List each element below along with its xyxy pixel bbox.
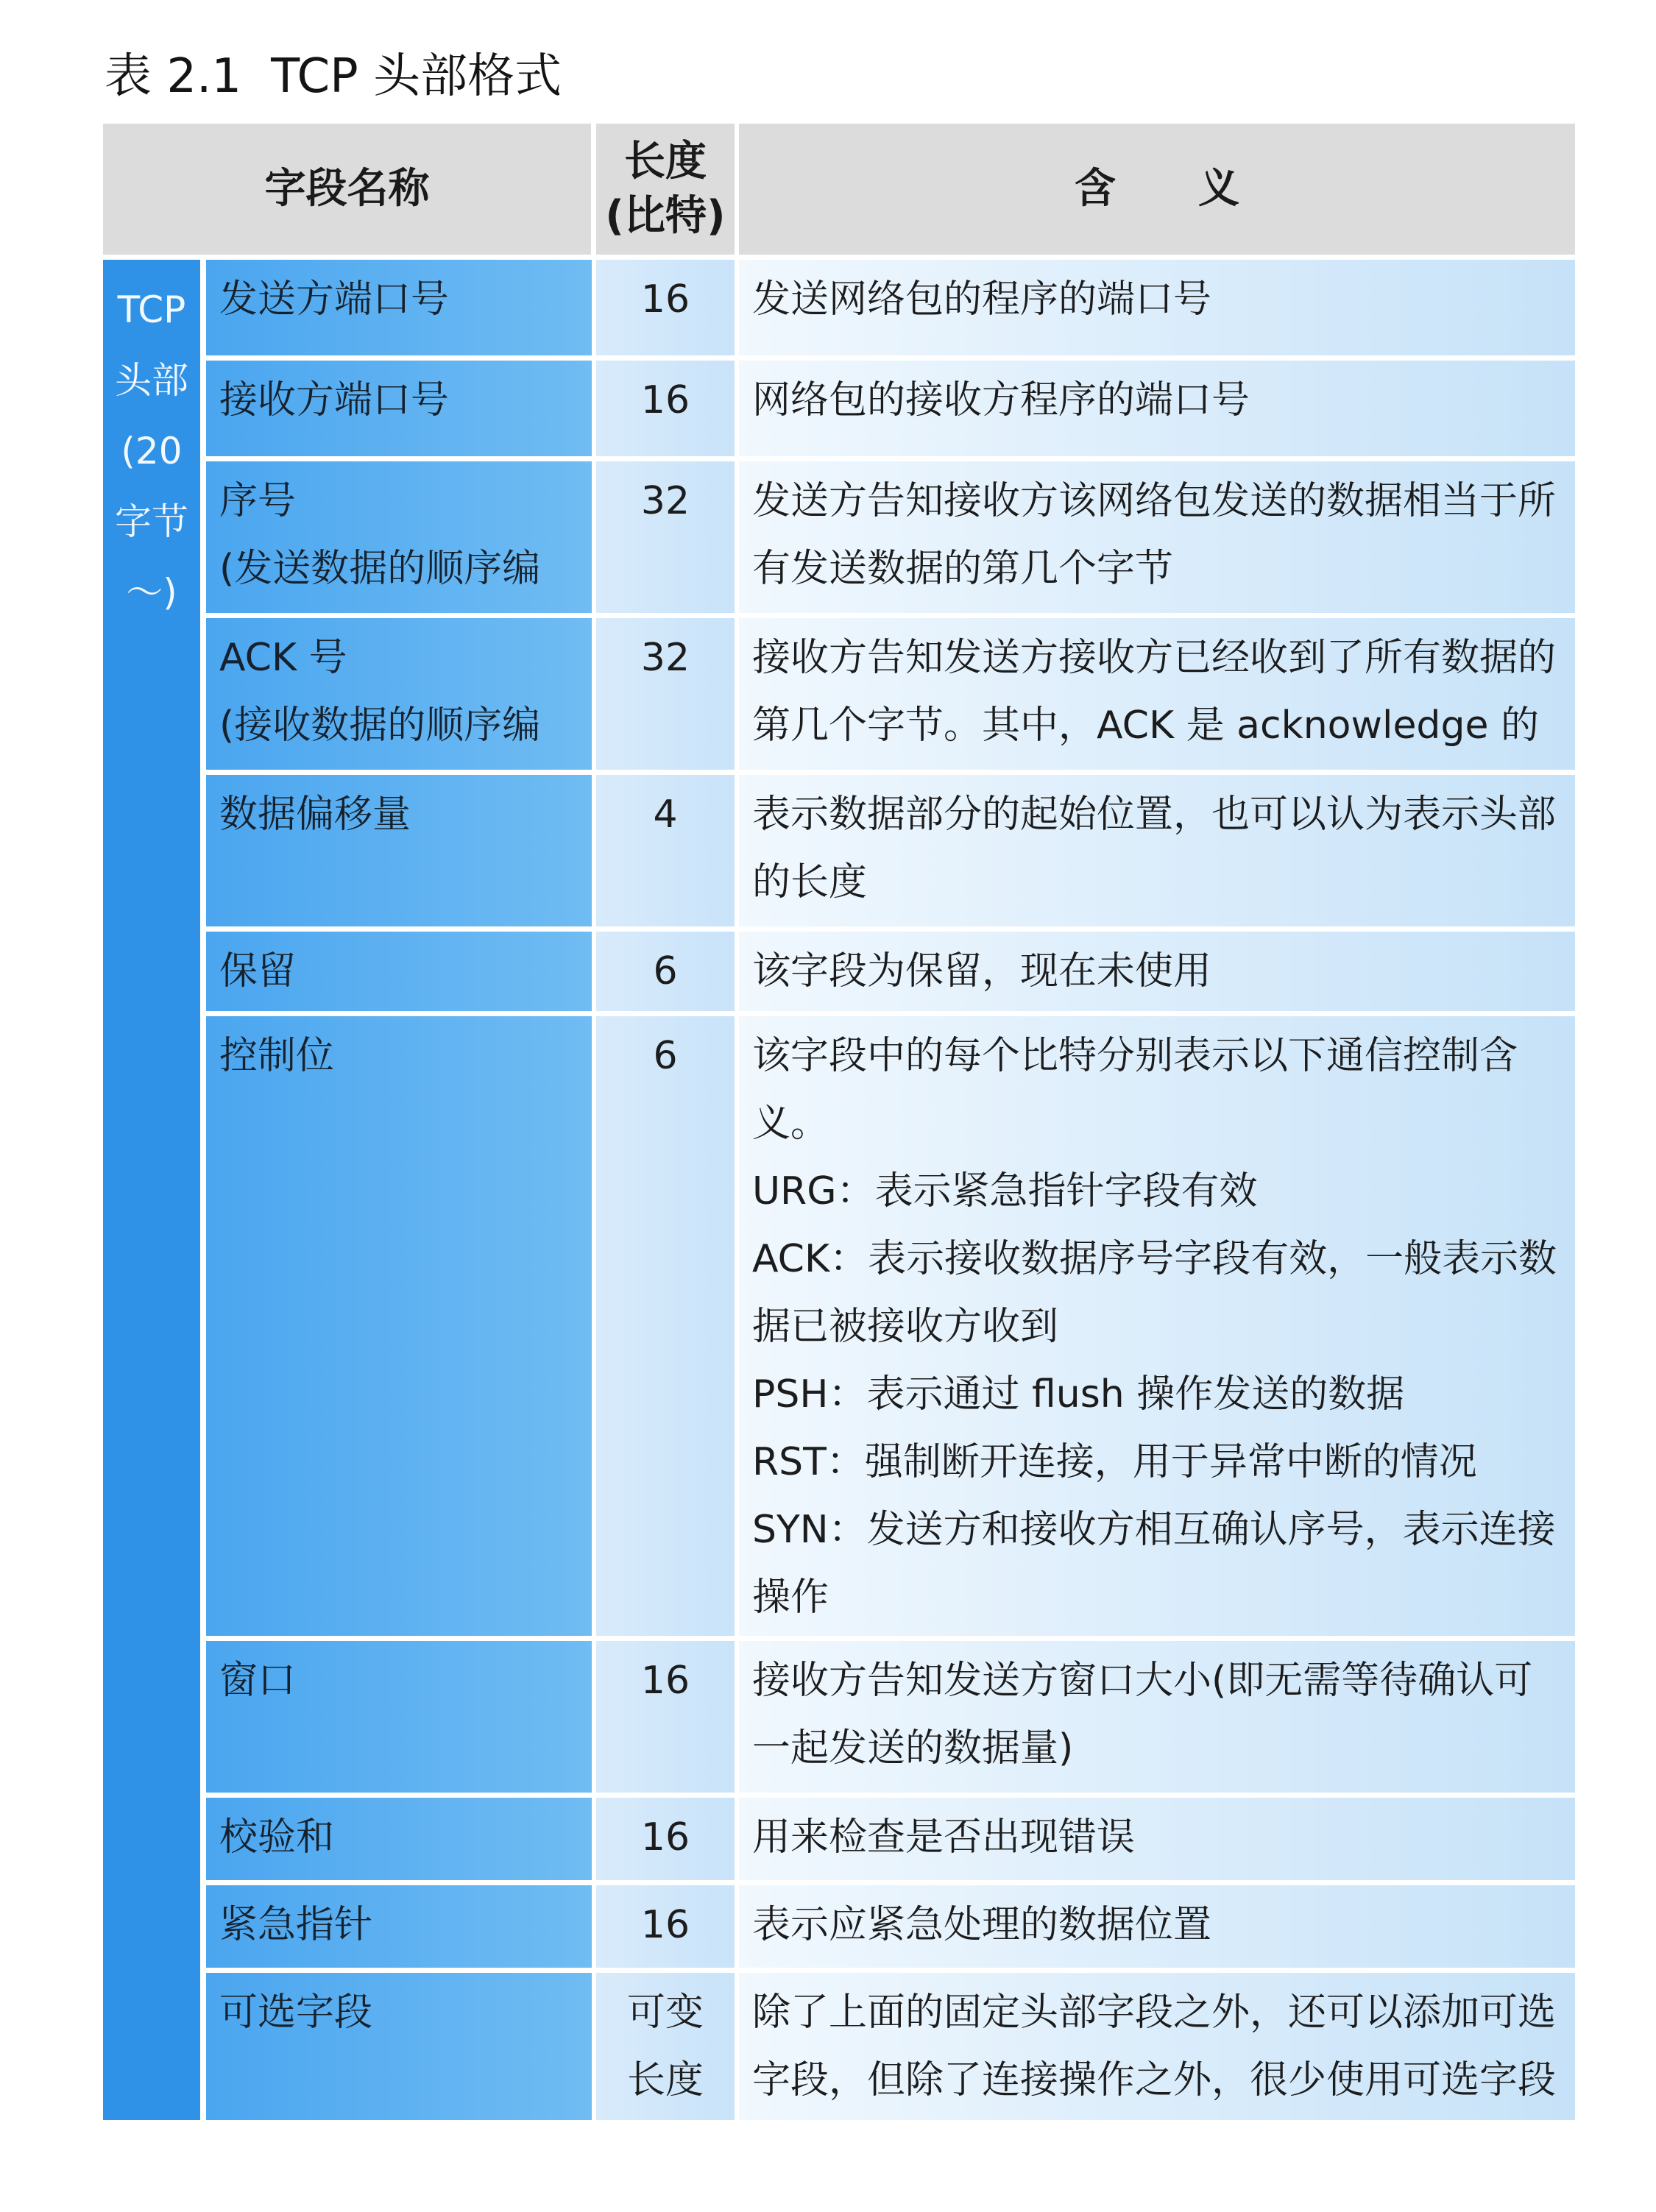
field-length-cell: 16 [596,260,735,355]
field-name-cell: 发送方端口号 [206,260,592,355]
field-length-cell: 16 [596,1641,735,1793]
field-length-cell: 16 [596,1885,735,1968]
caption-number: 表 2.1 [105,49,242,104]
field-name-cell: ACK 号 (接收数据的顺序编 [206,618,592,770]
field-length-cell: 可变 长度 [596,1973,735,2120]
field-length-cell: 32 [596,461,735,613]
field-meaning-cell: 用来检查是否出现错误 [739,1798,1575,1880]
field-name-cell: 控制位 [206,1016,592,1636]
field-name-cell: 窗口 [206,1641,592,1793]
field-meaning-cell: 表示数据部分的起始位置，也可以认为表示头部 的长度 [739,775,1575,926]
field-meaning-cell: 接收方告知发送方窗口大小(即无需等待确认可 一起发送的数据量) [739,1641,1575,1793]
field-length-cell: 6 [596,1016,735,1636]
field-length-cell: 16 [596,1798,735,1880]
field-name-cell: 序号 (发送数据的顺序编 [206,461,592,613]
field-name-cell: 保留 [206,932,592,1011]
caption-title: TCP 头部格式 [271,49,562,104]
field-meaning-cell: 该字段中的每个比特分别表示以下通信控制含义。 URG：表示紧急指针字段有效 ACK：表示接收数据序号字段有效，一般表示数 据已被接收方收到 PSH：表示通过 flush 操作发送的数据 RST：强制断开连接，用于异常中断的情况 SYN：发送方和接收方相互确认序号，表示连接 操作 [739,1016,1575,1636]
field-meaning-cell: 发送网络包的程序的端口号 [739,260,1575,355]
header-field-name: 字段名称 [103,124,591,255]
table-caption [105,38,562,106]
field-meaning-cell: 表示应紧急处理的数据位置 [739,1885,1575,1968]
field-length-cell: 16 [596,361,735,456]
field-name-cell: 可选字段 [206,1973,592,2120]
field-meaning-cell: 该字段为保留，现在未使用 [739,932,1575,1011]
field-meaning-cell: 发送方告知接收方该网络包发送的数据相当于所 有发送数据的第几个字节 [739,461,1575,613]
field-meaning-cell: 除了上面的固定头部字段之外，还可以添加可选 字段，但除了连接操作之外，很少使用可选字段 [739,1973,1575,2120]
field-name-cell: 数据偏移量 [206,775,592,926]
field-name-cell: 校验和 [206,1798,592,1880]
header-length: 长度 (比特) [596,124,735,255]
side-label-tcp-header: TCP 头部 (20 字节 ～) [103,260,200,2120]
field-meaning-cell: 网络包的接收方程序的端口号 [739,361,1575,456]
tcp-header-table [103,124,1575,2146]
field-name-cell: 接收方端口号 [206,361,592,456]
field-meaning-cell: 接收方告知发送方接收方已经收到了所有数据的 第几个字节。其中，ACK 是 acknowledge 的 [739,618,1575,770]
field-length-cell: 6 [596,932,735,1011]
field-length-cell: 4 [596,775,735,926]
field-length-cell: 32 [596,618,735,770]
header-meaning: 含 义 [739,124,1575,255]
field-name-cell: 紧急指针 [206,1885,592,1968]
